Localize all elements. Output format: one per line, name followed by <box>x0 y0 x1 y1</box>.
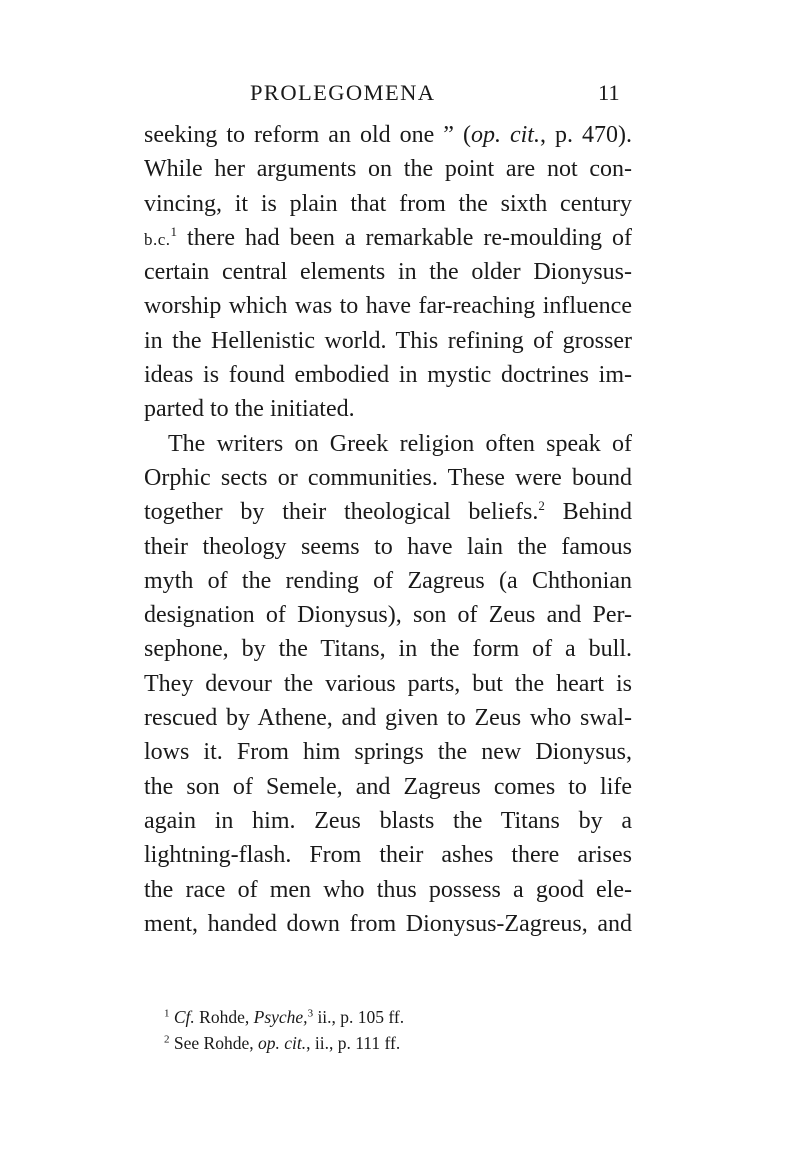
text-line: in the Hellenistic world. This refining of grosser <box>144 327 632 354</box>
text-line: seeking to reform an old one ” (op. cit., p. 470). <box>144 122 632 148</box>
text-line: While her arguments on the point are not con- <box>144 156 632 183</box>
running-header <box>0 78 800 108</box>
text-line: together by their theological beliefs.$^2$ Behind <box>144 498 633 526</box>
text-line: vincing, it is plain that from the sixth century <box>144 190 632 217</box>
body-text <box>144 118 632 941</box>
footnote-2: $^2$ See Rohde, op. cit., ii., p. 111 ff. <box>164 1033 401 1053</box>
small-caps-bc: b.c. <box>144 229 171 249</box>
edition-marker: 3 <box>307 1007 314 1020</box>
text-line: rescued by Athene, and given to Zeus who swal- <box>144 705 632 732</box>
text-line: The writers on Greek religion often speak of <box>168 430 632 457</box>
text-line: b.c.$^1$ there had been a remarkable re-moulding of <box>144 223 632 251</box>
text-line: myth of the rending of Zagreus (a Chthonian <box>144 567 632 594</box>
text-line: worship which was to have far-reaching influence <box>144 293 632 320</box>
text-line: Orphic sects or communities. These were bound <box>144 464 632 491</box>
page-number: 11 <box>598 80 620 105</box>
text-line: ment, handed down from Dionysus-Zagreus, and <box>144 910 632 937</box>
text-line: They devour the various parts, but the heart is <box>144 670 632 697</box>
footnote-marker: 1 <box>164 1007 170 1020</box>
text-line: lightning-flash. From their ashes there arises <box>144 842 632 869</box>
citation-italic: op. cit. <box>470 122 540 148</box>
footnote-ref: 2 <box>538 498 545 514</box>
footnote-1: $^1$ Cf. Rohde, Psyche,$^3$ ii., p. 105 ff. <box>164 1007 405 1027</box>
text-line: parted to the initiated. <box>144 396 355 423</box>
text-line: the race of men who thus possess a good ele- <box>144 876 632 903</box>
footnote-ref: 1 <box>170 223 178 239</box>
footnote-marker: 2 <box>164 1033 170 1046</box>
text-line: designation of Dionysus), son of Zeus and Per- <box>144 602 632 629</box>
text-line: sephone, by the Titans, in the form of a bull. <box>144 636 632 663</box>
text-line: certain central elements in the older Dionysus- <box>144 259 632 286</box>
text-line: the son of Semele, and Zagreus comes to life <box>144 773 632 800</box>
footnotes <box>164 1004 644 1056</box>
text-line: again in him. Zeus blasts the Titans by a <box>144 807 632 834</box>
text-line: ideas is found embodied in mystic doctrines im- <box>144 362 632 389</box>
text-line: lows it. From him springs the new Dionysus, <box>144 739 632 766</box>
text-line: their theology seems to have lain the famous <box>144 533 632 560</box>
running-title: PROLEGOMENA <box>250 80 436 105</box>
